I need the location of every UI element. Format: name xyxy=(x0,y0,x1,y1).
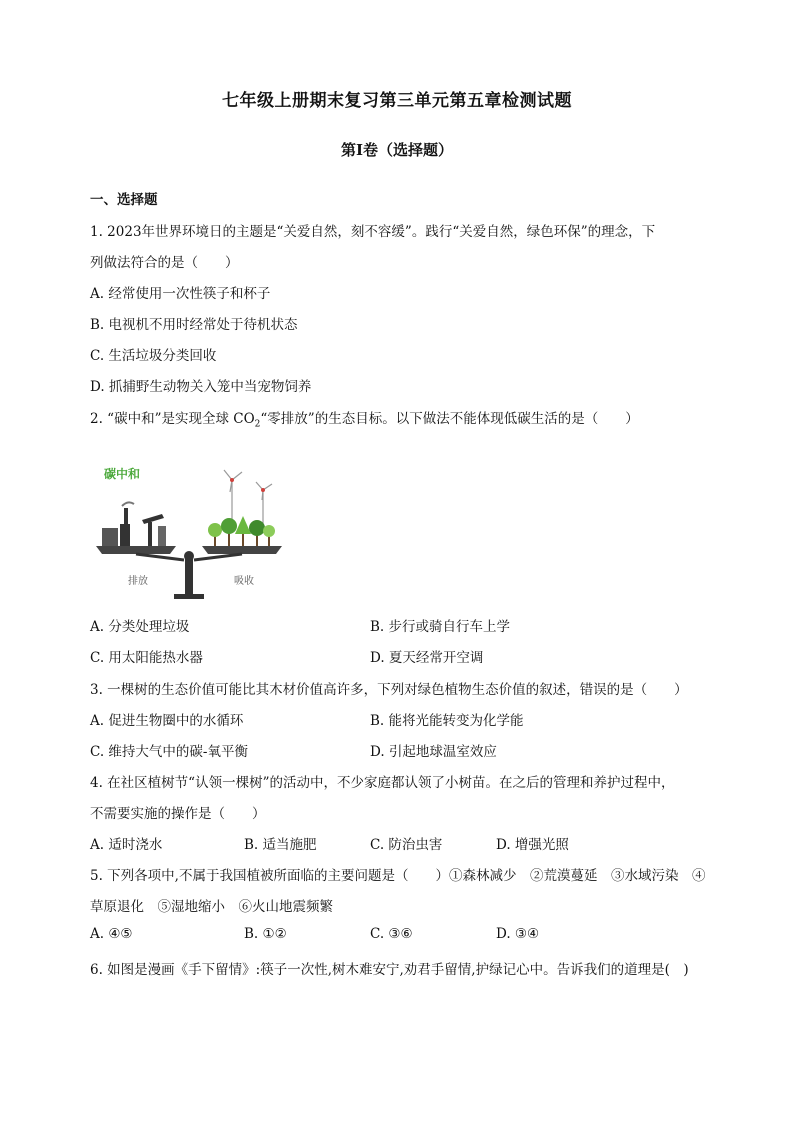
q4-stem-line1: 4. 在社区植树节“认领一棵树”的活动中，不少家庭都认领了小树苗。在之后的管理和养护过程中， xyxy=(90,775,675,791)
q2-option-c: C. 用太阳能热水器 xyxy=(90,650,203,666)
q2-stem xyxy=(90,407,639,430)
wind-turbine-icon xyxy=(224,470,272,524)
q4-option-c: C. 防治虫害 xyxy=(370,837,443,853)
q3-option-c: C. 维持大气中的碳-氧平衡 xyxy=(90,744,248,760)
figure-title: 碳中和 xyxy=(104,467,141,481)
q5-option-d: D. ③④ xyxy=(496,926,540,942)
q3-option-a: A. 促进生物圈中的水循环 xyxy=(90,713,244,729)
q2-stem-sub: 2 xyxy=(254,419,261,430)
figure-right-label: 吸收 xyxy=(234,576,254,587)
page-title: 七年级上册期末复习第三单元第五章检测试题 xyxy=(222,91,572,111)
q1-stem-line2: 列做法符合的是（ ） xyxy=(90,255,239,271)
page-subtitle: 第I卷（选择题） xyxy=(340,141,454,159)
q5-option-a: A. ④⑤ xyxy=(90,926,133,942)
q4-option-d: D. 增强光照 xyxy=(496,837,569,853)
q1-stem-line1: 1. 2023年世界环境日的主题是“关爱自然，刻不容缓”。践行“关爱自然，绿色环保”的理念，下 xyxy=(90,224,656,240)
q4-stem-line2: 不需要实施的操作是（ ） xyxy=(90,806,266,822)
q1-option-d: D. 抓捕野生动物关入笼中当宠物饲养 xyxy=(90,379,312,395)
carbon-neutral-illustration xyxy=(92,460,282,600)
q5-option-c: C. ③⑥ xyxy=(370,926,413,942)
q3-option-d: D. 引起地球温室效应 xyxy=(370,744,497,760)
q2-stem-post: “零排放”的生态目标。以下做法不能体现低碳生活的是（ ） xyxy=(260,411,639,427)
trees-icon xyxy=(208,516,275,546)
q2-stem-pre: 2. “碳中和”是实现全球 CO xyxy=(90,411,255,427)
q5-option-b: B. ①② xyxy=(244,926,287,942)
factory-icon xyxy=(102,502,166,546)
q4-option-a: A. 适时浇水 xyxy=(90,837,163,853)
q1-option-b: B. 电视机不用时经常处于待机状态 xyxy=(90,317,298,333)
section-heading: 一、选择题 xyxy=(90,192,158,208)
balance-scale-icon xyxy=(96,546,282,599)
q5-stem-line1: 5. 下列各项中,不属于我国植被所面临的主要问题是（ ）①森林减少 ②荒漠蔓延 ③水域污染 ④ xyxy=(90,868,706,884)
q1-option-c: C. 生活垃圾分类回收 xyxy=(90,348,217,364)
q3-option-b: B. 能将光能转变为化学能 xyxy=(370,713,524,729)
q3-stem: 3. 一棵树的生态价值可能比其木材价值高许多，下列对绿色植物生态价值的叙述，错误的是（ ） xyxy=(90,682,688,698)
figure-left-label: 排放 xyxy=(128,576,148,587)
q2-option-b: B. 步行或骑自行车上学 xyxy=(370,619,511,635)
q2-option-a: A. 分类处理垃圾 xyxy=(90,619,190,635)
q2-option-d: D. 夏天经常开空调 xyxy=(370,650,484,666)
q6-stem: 6. 如图是漫画《手下留情》:筷子一次性,树木难安宁,劝君手留情,护绿记心中。告诉我们的道理是( ) xyxy=(90,962,689,978)
q4-option-b: B. 适当施肥 xyxy=(244,837,317,853)
q5-stem-line2: 草原退化 ⑤湿地缩小 ⑥火山地震频繁 xyxy=(90,899,333,915)
q1-option-a: A. 经常使用一次性筷子和杯子 xyxy=(90,286,271,302)
